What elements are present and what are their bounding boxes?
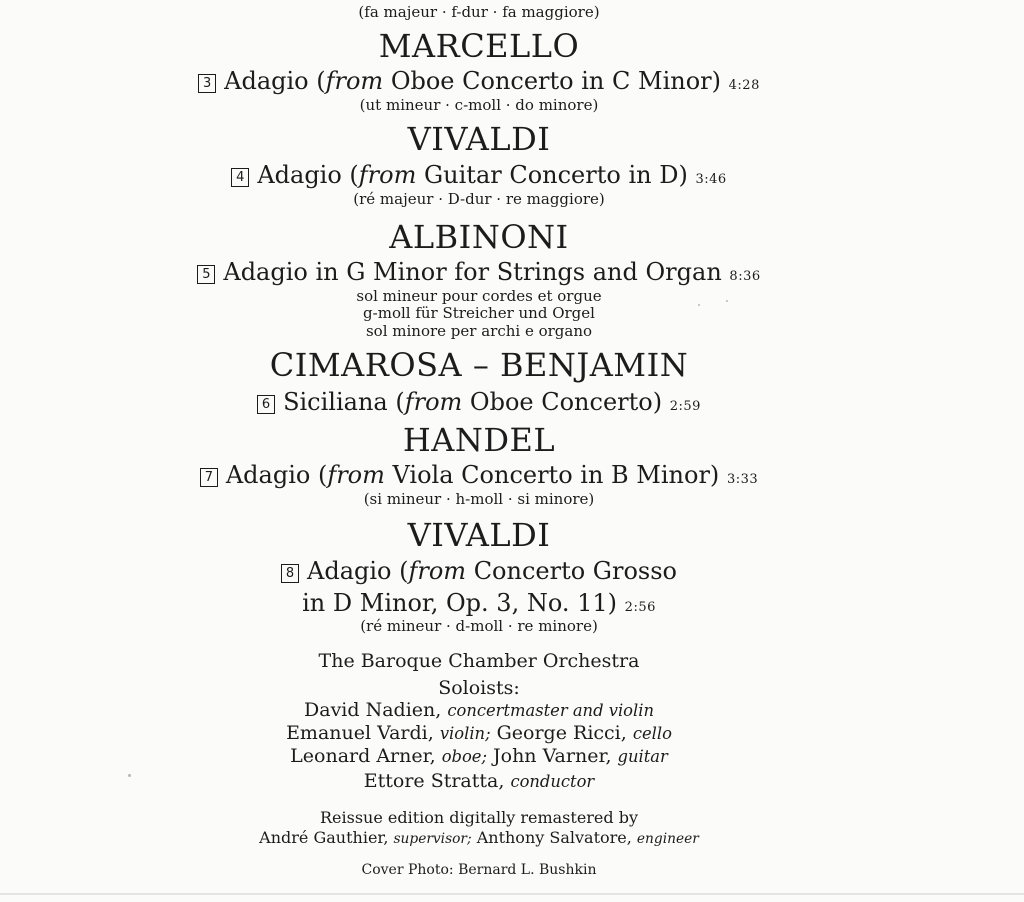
key-subtitle — [0, 618, 958, 635]
title-italic: from — [408, 557, 467, 585]
line-text: (ré mineur · d-moll · re minore) — [360, 617, 598, 635]
line-text: MARCELLO — [378, 27, 580, 65]
key-subtitle — [0, 288, 958, 305]
credit-line — [0, 828, 958, 849]
composer-heading — [0, 219, 958, 255]
track-duration: 8:36 — [729, 269, 761, 284]
line-text: (fa majeur · f-dur · fa maggiore) — [358, 3, 600, 21]
credit-line — [0, 677, 958, 699]
name-text: Anthony Salvatore, — [471, 828, 637, 847]
title-text: Viola Concerto in B Minor) — [384, 461, 720, 489]
track-number: 8 — [281, 564, 299, 583]
name-text: Emanuel Vardi, — [286, 722, 440, 744]
title-text: Adagio ( — [307, 557, 409, 585]
line-text: sol mineur pour cordes et orgue — [356, 287, 602, 305]
name-text: Ettore Stratta, — [363, 770, 511, 792]
name-text: David Nadien, — [304, 699, 448, 721]
track-line — [0, 388, 958, 421]
track-duration: 2:59 — [669, 399, 701, 414]
track-number: 6 — [257, 395, 275, 414]
title-text: Adagio in G Minor for Strings and Organ — [223, 258, 722, 286]
line-text: sol minore per archi e organo — [365, 322, 593, 340]
title-text: Adagio ( — [224, 67, 326, 95]
title-text: Oboe Concerto in C Minor) — [383, 67, 721, 95]
name-text: Leonard Arner, — [290, 745, 442, 767]
track-number: 4 — [231, 168, 249, 187]
title-italic: from — [404, 388, 463, 416]
key-subtitle — [0, 4, 958, 21]
title-text: Adagio ( — [225, 461, 328, 489]
line-text: ALBINONI — [389, 218, 569, 256]
name-text: André Gauthier, — [259, 828, 394, 847]
key-subtitle — [0, 305, 958, 322]
role-italic: engineer — [636, 831, 699, 847]
track-duration: 4:28 — [728, 78, 760, 93]
key-subtitle — [0, 191, 958, 208]
credit-line — [0, 770, 958, 793]
role-italic: violin; — [439, 724, 491, 743]
title-text: Siciliana ( — [283, 388, 405, 416]
role-italic: supervisor; — [393, 831, 472, 847]
role-italic: cello — [632, 724, 672, 743]
title-text: Guitar Concerto in D) — [416, 161, 688, 189]
line-text: Cover Photo: Bernard L. Bushkin — [361, 862, 597, 878]
role-italic: guitar — [617, 747, 668, 766]
credit-line — [0, 862, 958, 878]
track-duration: 3:33 — [726, 472, 759, 487]
title-text: Adagio ( — [257, 161, 359, 189]
line-text: VIVALDI — [407, 516, 551, 554]
composer-heading — [0, 422, 958, 458]
role-italic: conductor — [510, 772, 595, 791]
name-text: George Ricci, — [490, 722, 633, 744]
title-italic: from — [325, 67, 384, 95]
credit-line — [0, 650, 958, 672]
key-subtitle — [0, 491, 958, 508]
title-text: Concerto Grosso — [466, 557, 677, 585]
line-text: g-moll für Streicher und Orgel — [363, 304, 595, 322]
composer-heading — [0, 347, 958, 383]
title-text: in D Minor, Op. 3, No. 11) — [302, 589, 618, 617]
line-text: HANDEL — [402, 421, 556, 459]
track-number: 5 — [197, 265, 215, 284]
page-bottom-edge — [0, 893, 1024, 895]
track-line — [0, 557, 958, 585]
line-text: VIVALDI — [407, 120, 551, 158]
role-italic: concertmaster and violin — [447, 701, 654, 720]
line-text: (ré majeur · D-dur · re maggiore) — [353, 190, 605, 208]
key-subtitle — [0, 323, 958, 340]
composer-heading — [0, 517, 958, 553]
key-subtitle — [0, 97, 958, 114]
title-italic: from — [358, 161, 417, 189]
track-number: 3 — [198, 74, 216, 93]
track-duration: 3:46 — [695, 172, 727, 187]
line-text: Reissue edition digitally remastered by — [319, 808, 639, 827]
line-text: CIMAROSA – BENJAMIN — [269, 346, 689, 384]
credit-line — [0, 699, 958, 722]
role-italic: oboe; — [441, 747, 487, 766]
track-number: 7 — [200, 468, 218, 487]
line-text: Soloists: — [438, 677, 520, 699]
line-text: (si mineur · h-moll · si minore) — [363, 490, 595, 508]
credit-line — [0, 808, 958, 827]
title-text: Oboe Concerto) — [462, 388, 663, 416]
composer-heading — [0, 121, 958, 157]
name-text: John Varner, — [486, 745, 618, 767]
track-duration: 2:56 — [624, 600, 656, 615]
line-text: (ut mineur · c-moll · do minore) — [359, 96, 599, 114]
title-italic: from — [327, 461, 385, 489]
credit-line — [0, 745, 958, 768]
line-text: The Baroque Chamber Orchestra — [318, 650, 640, 672]
composer-heading — [0, 28, 958, 64]
credit-line — [0, 722, 958, 745]
